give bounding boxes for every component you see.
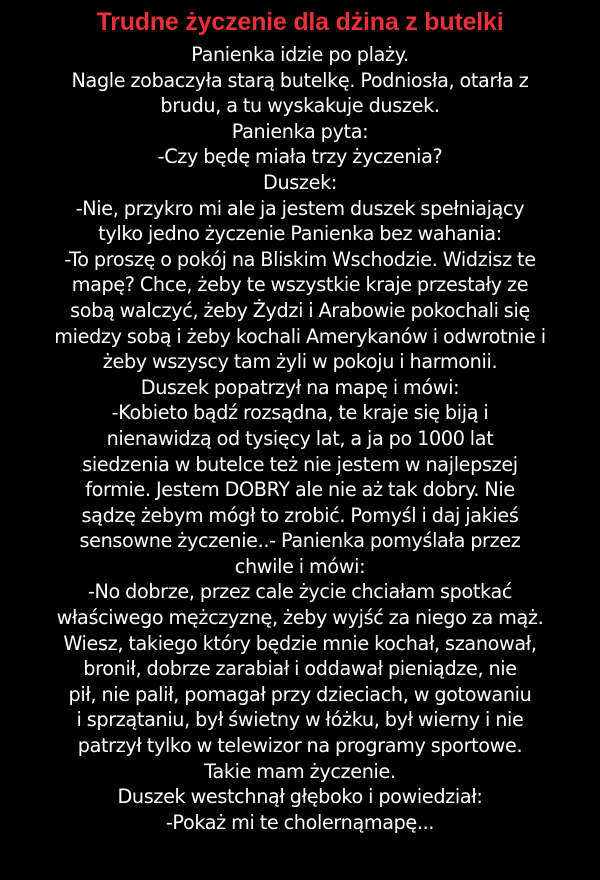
- text-line: Wiesz, takiego który będzie mnie kochał, szanował,: [63, 631, 537, 655]
- text-line: -To proszę o pokój na Bliskim Wschodzie. Widzisz te: [64, 247, 536, 271]
- text-line: Nagle zobaczyła starą butelkę. Podniosła, otarła z: [71, 68, 529, 92]
- text-line: pił, nie palił, pomagał przy dzieciach, w gotowaniu: [68, 682, 532, 706]
- text-line: formie. Jestem DOBRY ale nie aż tak dobry. Nie: [85, 478, 515, 502]
- text-line: -No dobrze, przez cale życie chciałam spotkać: [87, 580, 513, 604]
- text-line: Takie mam życzenie.: [204, 759, 396, 783]
- text-line: Duszek:: [263, 170, 337, 194]
- text-line: chwile i mówi:: [234, 554, 366, 578]
- text-line: właściwego mężczyznę, żeby wyjść za niego za mąż.: [56, 606, 544, 630]
- text-line: i sprzątaniu, był świetny w łóżku, był wierny i nie: [76, 708, 524, 732]
- text-line: -Nie, przykro mi ale ja jestem duszek spełniający: [75, 196, 525, 220]
- text-line: patrzył tylko w telewizor na programy sportowe.: [77, 734, 523, 758]
- joke-text: [0, 42, 600, 835]
- text-line: Panienka pyta:: [231, 119, 369, 143]
- text-line: miedzy sobą i żeby kochali Amerykanów i odwrotnie i: [54, 324, 546, 348]
- text-line: sobą walczyć, żeby Żydzi i Arabowie pokochali się: [70, 298, 530, 322]
- text-line: brudu, a tu wyskakuje duszek.: [160, 94, 440, 118]
- text-line: -Czy będę miała trzy życzenia?: [157, 145, 443, 169]
- text-line: sądzę żebym mógł to zrobić. Pomyśl i daj jakieś: [81, 503, 519, 527]
- text-line: -Kobieto bądź rozsądna, te kraje się biją i: [111, 401, 489, 425]
- text-line: Panienka idzie po plaży.: [191, 43, 409, 66]
- text-line: Duszek westchnął głęboko i powiedział:: [117, 785, 483, 809]
- text-line: żeby wszyscy tam żyli w pokoju i harmonii.: [102, 350, 498, 374]
- text-line: siedzenia w butelce też nie jestem w najlepszej: [82, 452, 518, 476]
- text-line: sensowne życzenie..- Panienka pomyślała przez: [79, 529, 521, 553]
- text-line: mapę? Chce, żeby te wszystkie kraje przestały ze: [71, 273, 529, 297]
- text-line: tylko jedno życzenie Panienka bez wahania:: [98, 222, 502, 246]
- text-line: -Pokaż mi te cholernąmapę...: [165, 810, 435, 834]
- page-title: Trudne życzenie dla dżina z butelki: [96, 8, 504, 36]
- text-line: Duszek popatrzył na mapę i mówi:: [140, 375, 460, 399]
- text-line: nienawidzą od tysięcy lat, a ja po 1000 lat: [106, 426, 494, 450]
- text-line: bronił, dobrze zarabiał i oddawał pieniądze, nie: [83, 657, 517, 681]
